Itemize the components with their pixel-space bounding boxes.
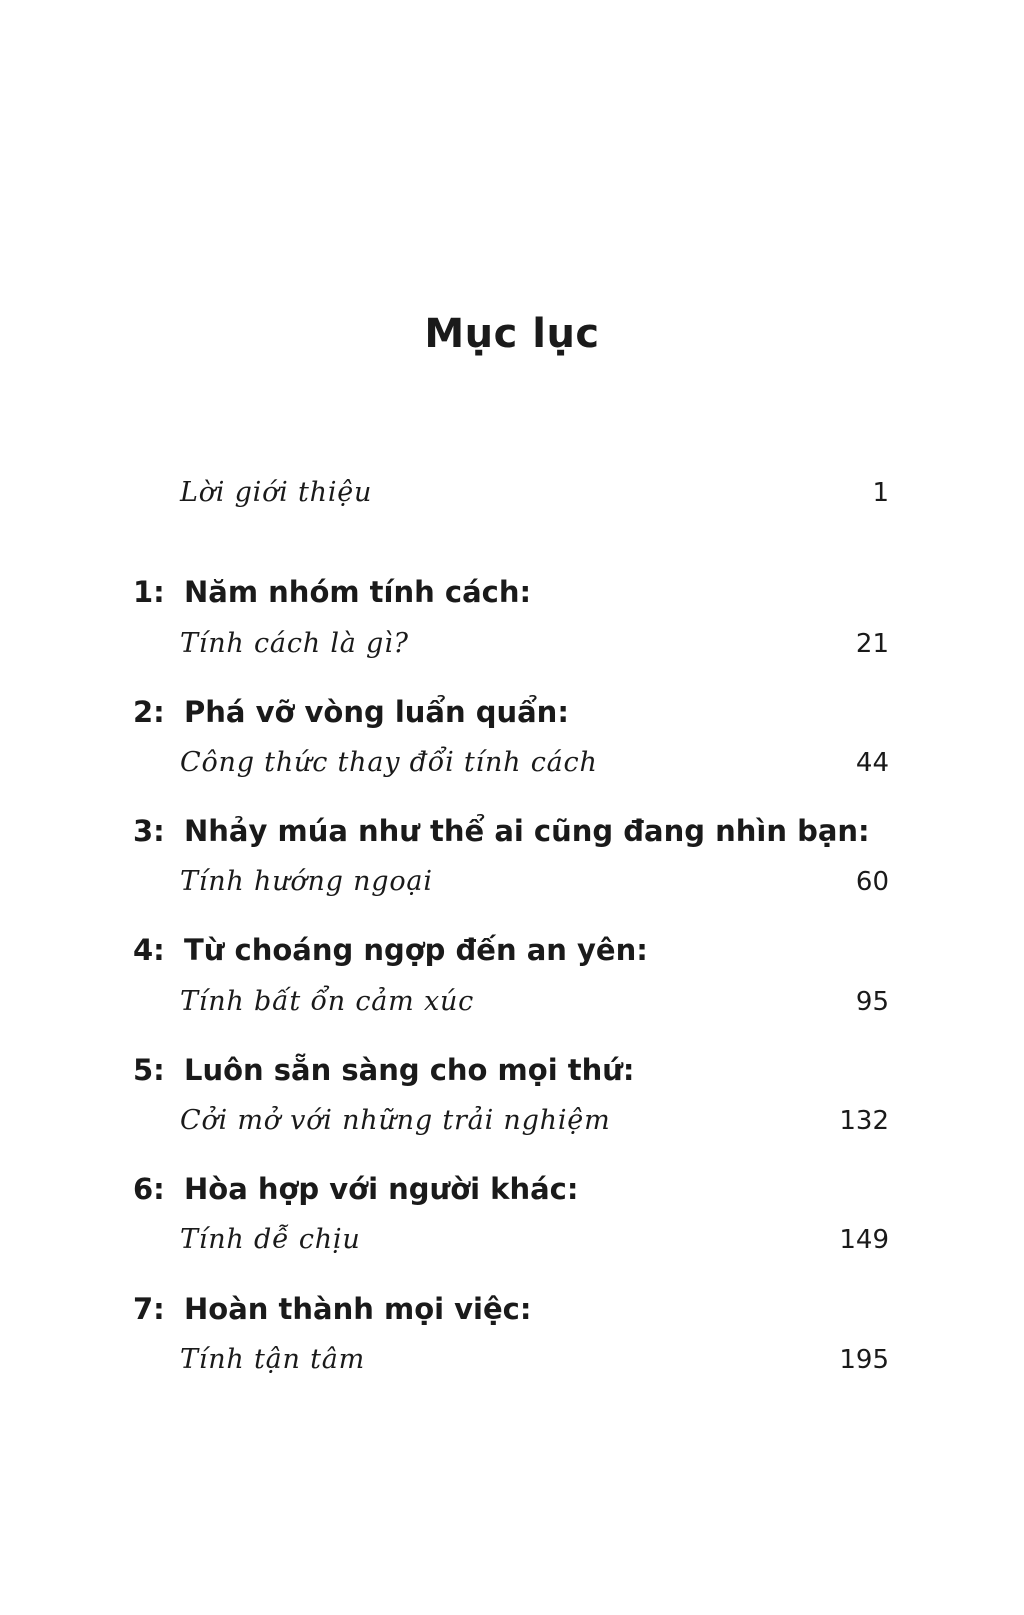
chapter-page-number: 149: [839, 1225, 889, 1255]
chapter-title: Luôn sẵn sàng cho mọi thứ:: [184, 1053, 635, 1087]
chapter-number: 4:: [133, 933, 165, 967]
chapter-subtitle: Tính hướng ngoại: [180, 866, 433, 897]
intro-page-number: 1: [872, 478, 889, 508]
chapter-subtitle: Tính tận tâm: [180, 1344, 366, 1375]
chapter-number: 5:: [133, 1053, 165, 1087]
chapter-title: Hòa hợp với người khác:: [184, 1172, 579, 1206]
chapter-page-number: 60: [855, 867, 889, 897]
chapter-subtitle: Tính dễ chịu: [180, 1224, 361, 1255]
page-title: Mục lục: [424, 311, 600, 357]
chapter-subtitle: Tính cách là gì?: [180, 628, 409, 659]
chapter-number: 6:: [133, 1172, 165, 1206]
chapter-subtitle: Tính bất ổn cảm xúc: [180, 986, 475, 1017]
chapter-title: Nhảy múa như thể ai cũng đang nhìn bạn:: [184, 814, 870, 848]
chapter-page-number: 195: [839, 1345, 889, 1375]
chapter-subtitle: Công thức thay đổi tính cách: [180, 747, 598, 778]
chapter-title: Năm nhóm tính cách:: [184, 575, 532, 609]
chapter-subtitle: Cởi mở với những trải nghiệm: [180, 1105, 611, 1136]
chapter-number: 2:: [133, 695, 165, 729]
chapter-number: 7:: [133, 1292, 165, 1326]
chapter-page-number: 44: [855, 748, 889, 778]
intro-label: Lời giới thiệu: [180, 477, 373, 508]
chapter-page-number: 95: [855, 987, 889, 1017]
chapter-number: 1:: [133, 575, 165, 609]
chapter-page-number: 132: [839, 1106, 889, 1136]
chapter-title: Từ choáng ngợp đến an yên:: [184, 933, 648, 967]
chapter-title: Hoàn thành mọi việc:: [184, 1292, 532, 1326]
chapter-number: 3:: [133, 814, 165, 848]
chapter-page-number: 21: [855, 629, 889, 659]
chapter-title: Phá vỡ vòng luẩn quẩn:: [184, 695, 569, 729]
